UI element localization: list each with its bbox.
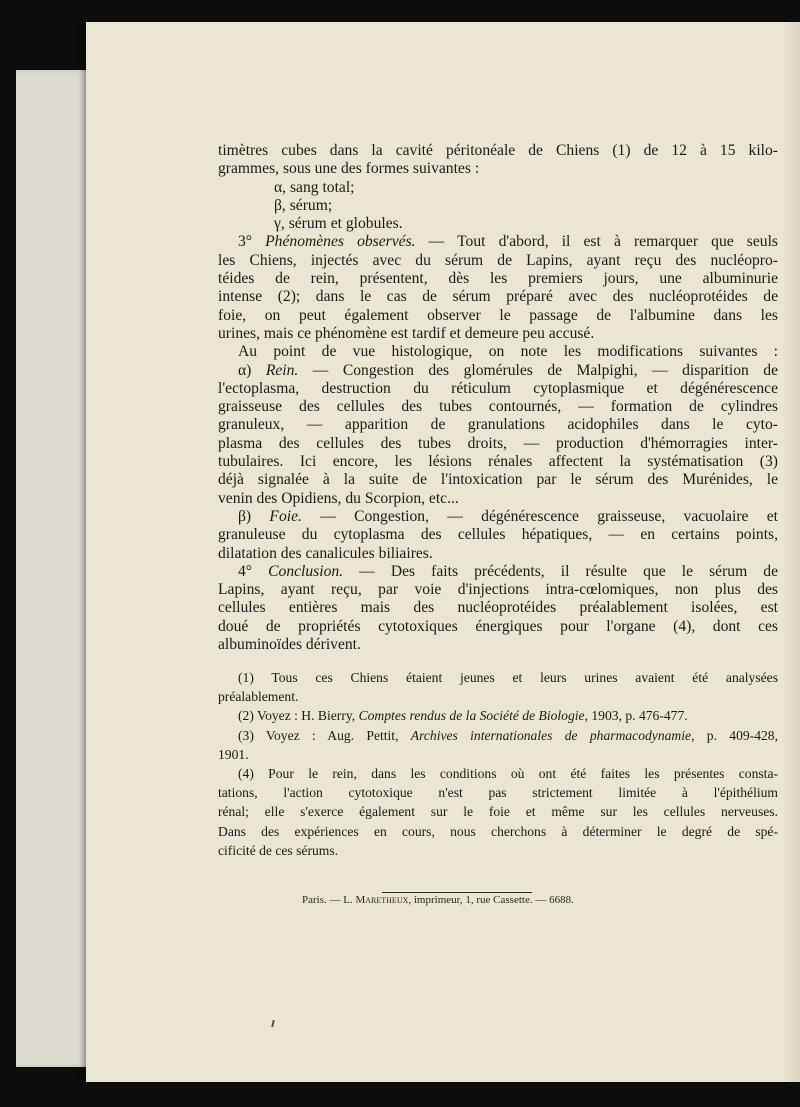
body-line: grammes, sous une des formes suivantes :: [218, 160, 480, 178]
journal-title: Archives internationales de pharmacodynamie: [410, 727, 692, 743]
section-title-phenomenes: Phénomènes observés.: [265, 233, 416, 251]
body-line: doué de propriétés cytotoxiques énergiques pour l'organe (4), dont ces: [218, 617, 778, 635]
body-line: cellules entières mais des nucléoprotéides préalablement isolées, est: [218, 599, 778, 617]
body-line: l'ectoplasma, destruction du réticulum cytoplasmique et dégénérescence: [218, 379, 778, 397]
body-line: plasma des cellules des tubes droits, — production d'hémorragies inter-: [218, 434, 778, 452]
footnotes: [218, 668, 778, 860]
body-line: tubulaires. Ici encore, les lésions rénales affectent la systématisation (3): [218, 453, 778, 471]
body-line: albuminoïdes dérivent.: [218, 636, 361, 654]
list-item-alpha: α, sang total;: [274, 178, 355, 196]
footnote-line: préalablement.: [218, 689, 299, 705]
foie-heading-line: β) Foie. — Congestion, — dégénérescence graisseuse, vacuolaire et: [238, 507, 778, 525]
body-line: graisseuse des cellules des tubes contournés, — formation de cylindres: [218, 398, 778, 416]
body-line: timètres cubes dans la cavité péritonéale de Chiens (1) de 12 à 15 kilo-: [218, 142, 778, 159]
printer-imprint: Paris. — L. Maretheux, imprimeur, 1, rue Cassette. — 6688.: [302, 894, 574, 906]
body-line: Lapins, ayant reçu, par voie d'injections intra-cœlomiques, non plus des: [218, 581, 778, 599]
footnote-3: (3) Voyez : Aug. Pettit, Archives internationales de pharmacodynamie, p. 409-428,: [238, 727, 778, 743]
body-line: granuleux, — apparition de granulations acidophiles dans le cyto-: [218, 416, 778, 434]
footnote-line: 1901.: [218, 746, 249, 762]
body-line: intense (2); dans le cas de sérum préparé avec des nucléoprotéides de: [218, 288, 778, 306]
footnote-2: (2) Voyez : H. Bierry, Comptes rendus de la Société de Biologie, 1903, p. 476-477.: [238, 708, 688, 724]
imprint-rule: [382, 892, 532, 893]
body-line: les Chiens, injectés avec du sérum de Lapins, ayant reçu des nucléopro-: [218, 251, 778, 269]
body-line: dilatation des canalicules biliaires.: [218, 544, 433, 562]
body-line: foie, on peut également observer le passage de l'albumine dans les: [218, 306, 778, 324]
printer-name: Maretheux: [355, 894, 409, 906]
footnote-line: Dans des expériences en cours, nous cherchons à déterminer le degré de spé-: [218, 823, 778, 839]
body-line: venin des Opidiens, du Scorpion, etc...: [218, 489, 459, 507]
body-line: Au point de vue histologique, on note les modifications suivantes :: [238, 343, 778, 361]
body-line: granuleuse du cytoplasma des cellules hépatiques, — en certains points,: [218, 526, 778, 544]
body-text: [218, 142, 778, 654]
footnote-1: (1) Tous ces Chiens étaient jeunes et leurs urines avaient été analysées: [238, 670, 778, 685]
footnote-line: tations, l'action cytotoxique n'est pas strictement limitée à l'épithélium: [218, 785, 778, 801]
footnote-line: cificité de ces sérums.: [218, 842, 339, 858]
subsection-title-foie: Foie.: [269, 507, 302, 525]
rein-heading-line: α) Rein. — Congestion des glomérules de Malpighi, — disparition de: [238, 361, 778, 379]
subsection-title-rein: Rein.: [265, 361, 299, 379]
body-line: téides de rein, présentent, dès les premiers jours, une albuminurie: [218, 270, 778, 288]
body-line: déjà signalée à la suite de l'intoxication par le sérum des Murénides, le: [218, 471, 778, 489]
page-edge-shadow: [782, 22, 800, 1082]
section-title-conclusion: Conclusion.: [268, 562, 344, 580]
footnote-line: rénal; elle s'exerce également sur le foie et même sur les cellules nerveuses.: [218, 804, 778, 820]
body-line: urines, mais ce phénomène est tardif et demeure peu accusé.: [218, 324, 595, 342]
section-4-heading-line: 4° Conclusion. — Des faits précédents, il résulte que le sérum de: [238, 562, 778, 580]
document-page: [86, 22, 800, 1082]
section-3-heading-line: 3° Phénomènes observés. — Tout d'abord, il est à remarquer que seuls: [238, 233, 778, 251]
list-item-gamma: γ, sérum et globules.: [274, 215, 403, 233]
list-item-beta: β, sérum;: [274, 196, 333, 214]
footnote-4: (4) Pour le rein, dans les conditions où ont été faites les présentes consta-: [238, 766, 778, 782]
journal-title: Comptes rendus de la Société de Biologie: [358, 708, 585, 724]
